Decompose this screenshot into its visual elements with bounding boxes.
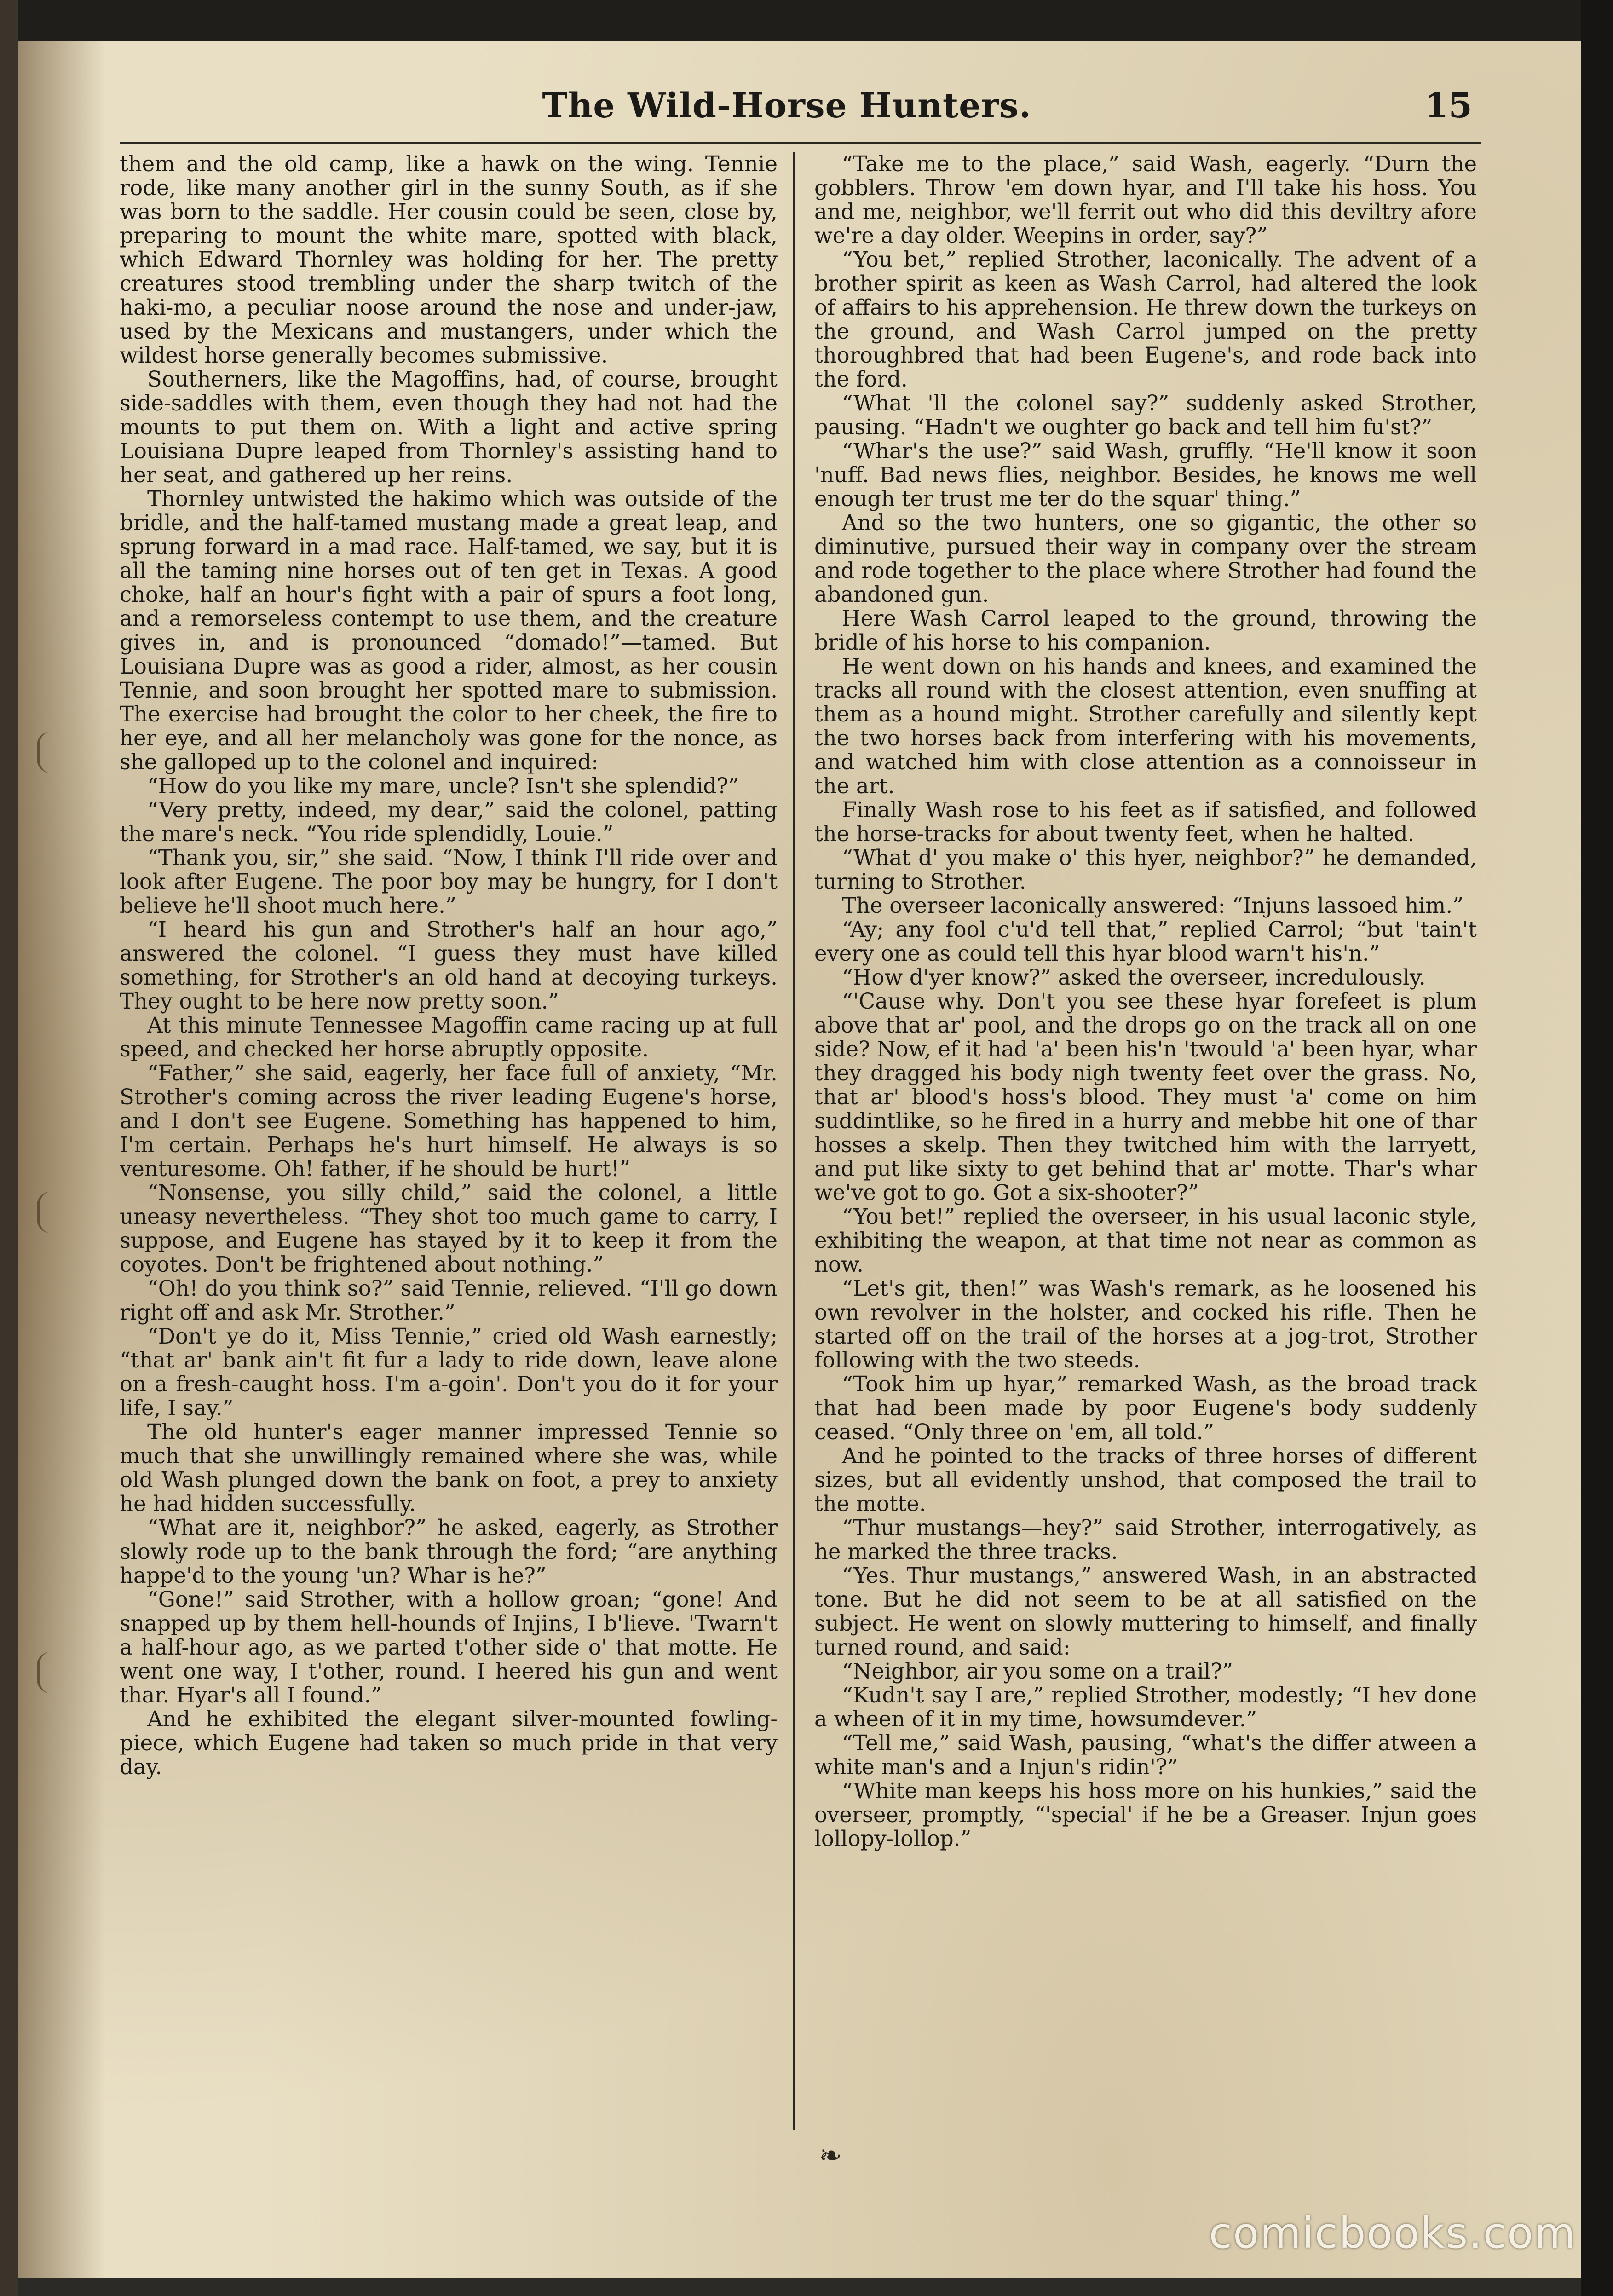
- paragraph: “Thur mustangs—hey?” said Strother, interrogatively, as he marked the three tracks.: [814, 1515, 1477, 1564]
- watermark: comicbooks.com: [1209, 2209, 1576, 2258]
- paragraph: “Kudn't say I are,” replied Strother, modestly; “I hev done a wheen of it in my time, howsumdever.”: [814, 1683, 1477, 1731]
- paragraph: “Took him up hyar,” remarked Wash, as the broad track that had been made by poor Eugene's body suddenly ceased. “Only three on 'em, all told.”: [814, 1372, 1477, 1444]
- paragraph: “You bet,” replied Strother, laconically. The advent of a brother spirit as keen as Wash Carrol, had altered the look of affairs to his apprehension. He threw down the turkeys on the ground, and Wash Carrol jumped on the pretty thoroughbred that had been Eugene's, and rode back into the ford.: [814, 247, 1477, 392]
- binding-stitch-marks: [23, 41, 74, 2278]
- paragraph: Here Wash Carrol leaped to the ground, throwing the bridle of his horse to his companion.: [814, 606, 1477, 655]
- paragraph: “Don't ye do it, Miss Tennie,” cried old Wash earnestly; “that ar' bank ain't fit fur a lady to ride down, leave alone on a fresh-caught hoss. I'm a-goin'. Don't you do it for your life, I say.”: [120, 1324, 778, 1420]
- scan-border-left: [0, 0, 18, 2296]
- paragraph: “I heard his gun and Strother's half an hour ago,” answered the colonel. “I guess they must have killed something, for Strother's an old hand at decoying turkeys. They ought to be here now pretty soon.”: [120, 917, 778, 1014]
- paragraph: “Tell me,” said Wash, pausing, “what's the differ atween a white man's and a Injun's ridin'?”: [814, 1731, 1477, 1779]
- paragraph: And he pointed to the tracks of three horses of different sizes, but all evidently unshod, that composed the trail to the motte.: [814, 1443, 1477, 1516]
- stitch-mark: [37, 1192, 58, 1233]
- paragraph: “Thank you, sir,” she said. “Now, I think I'll ride over and look after Eugene. The poor boy may be hungry, for I don't believe he'll shoot much here.”: [120, 845, 778, 918]
- paragraph: “What 'll the colonel say?” suddenly asked Strother, pausing. “Hadn't we oughter go back and tell him fu'st?”: [814, 391, 1477, 439]
- paragraph: “Oh! do you think so?” said Tennie, relieved. “I'll go down right off and ask Mr. Strother.”: [120, 1276, 778, 1325]
- page-title: The Wild-Horse Hunters.: [542, 86, 1031, 126]
- paragraph: And so the two hunters, one so gigantic, the other so diminutive, pursued their way in company over the stream and rode together to the place where Strother had found the abandoned gun.: [814, 510, 1477, 607]
- paragraph: He went down on his hands and knees, and examined the tracks all round with the closest attention, even snuffing at them as a hound might. Strother carefully and silently kept the two horses back from interfering with his movements, and watched him with close attention as a connoisseur in the art.: [814, 654, 1477, 798]
- paragraph: The overseer laconically answered: “Injuns lassoed him.”: [842, 893, 1463, 918]
- paragraph: “How d'yer know?” asked the overseer, incredulously.: [842, 965, 1426, 990]
- paragraph: “You bet!” replied the overseer, in his usual laconic style, exhibiting the weapon, at that time not near as common as now.: [814, 1204, 1477, 1277]
- column-divider: [793, 152, 795, 2130]
- paragraph: “Take me to the place,” said Wash, eagerly. “Durn the gobblers. Throw 'em down hyar, and I'll take his hoss. You and me, neighbor, we'll ferrit out who did this deviltry afore we're a day older. Weepins in order, say?”: [814, 152, 1477, 248]
- paragraph: “How do you like my mare, uncle? Isn't she splendid?”: [147, 773, 739, 798]
- stitch-mark: [37, 1652, 58, 1693]
- paragraph: Thornley untwisted the hakimo which was outside of the bridle, and the half-tamed mustang made a great leap, and sprung forward in a mad race. Half-tamed, we say, but it is all the taming nine horses out of ten get in Texas. A good choke, half an hour's fight with a pair of spurs a foot long, and a remorseless contempt to use them, and the creature gives in, and is pronounced “domado!”—tamed. But Louisiana Dupre was as good a rider, almost, as her cousin Tennie, and soon brought her spotted mare to submission. The exercise had brought the color to her cheek, the fire to her eye, and all her melancholy was gone for the nonce, as she galloped up to the colonel and inquired:: [120, 486, 778, 774]
- paragraph: “What are it, neighbor?” he asked, eagerly, as Strother slowly rode up to the bank through the ford; “are anything happe'd to the young 'un? Whar is he?”: [120, 1515, 778, 1588]
- paragraph: At this minute Tennessee Magoffin came racing up at full speed, and checked her horse abruptly opposite.: [120, 1013, 778, 1061]
- paragraph: “Yes. Thur mustangs,” answered Wash, in an abstracted tone. But he did not seem to be at all satisfied on the subject. He went on slowly muttering to himself, and finally turned round, and said:: [814, 1563, 1477, 1660]
- header-rule: [120, 142, 1481, 144]
- paragraph: Finally Wash rose to his feet as if satisfied, and followed the horse-tracks for about twenty feet, when he halted.: [814, 797, 1477, 846]
- paragraph: “'Cause why. Don't you see these hyar forefeet is plum above that ar' pool, and the drops go on the track all on one side? Now, ef it had 'a' been his'n 'twould 'a' been hyar, whar they dragged his body nigh twenty feet over the grass. No, that ar' blood's hoss's blood. They must 'a' come on him suddintlike, so he fired in a hurry and mebbe hit one of thar hosses a skelp. Then they twitched him with the larryett, and put like sixty to get behind that ar' motte. Thar's whar we've got to go. Got a six-shooter?”: [814, 989, 1477, 1205]
- paragraph: “Let's git, then!” was Wash's remark, as he loosened his own revolver in the holster, and cocked his rifle. Then he started off on the trail of the horses at a jog-trot, Strother following with the two steeds.: [814, 1276, 1477, 1373]
- paragraph: “Nonsense, you silly child,” said the colonel, a little uneasy nevertheless. “They shot too much game to carry, I suppose, and Eugene has stayed by it to keep it from the coyotes. Don't be frightened about nothing.”: [120, 1180, 778, 1277]
- paragraph: Southerners, like the Magoffins, had, of course, brought side-saddles with them, even though they had not had the mounts to put them on. With a light and active spring Louisiana Dupre leaped from Thornley's assisting hand to her seat, and gathered up her reins.: [120, 367, 778, 487]
- paragraph: The old hunter's eager manner impressed Tennie so much that she unwillingly remained where she was, while old Wash plunged down the bank on foot, a prey to anxiety he had hidden successfully.: [120, 1419, 778, 1516]
- text-column-right: [814, 152, 1477, 2167]
- paragraph: “Father,” she said, eagerly, her face full of anxiety, “Mr. Strother's coming across the river leading Eugene's horse, and I don't see Eugene. Something has happened to him, I'm certain. Perhaps he's hurt himself. He always is so venturesome. Oh! father, if he should be hurt!”: [120, 1061, 778, 1181]
- scan-border-right: [1581, 0, 1613, 2296]
- printer-ornament: ❧: [819, 2140, 842, 2172]
- stitch-mark: [37, 732, 58, 773]
- paragraph: “Neighbor, air you some on a trail?”: [842, 1659, 1233, 1684]
- paragraph: them and the old camp, like a hawk on the wing. Tennie rode, like many another girl in the sunny South, as if she was born to the saddle. Her cousin could be seen, close by, preparing to mount the white mare, spotted with black, which Edward Thornley was holding for her. The pretty creatures stood trembling under the sharp twitch of the haki-mo, a peculiar noose around the nose and under-jaw, used by the Mexicans and mustangers, under which the wildest horse generally becomes submissive.: [120, 152, 778, 368]
- paragraph: “Whar's the use?” said Wash, gruffly. “He'll know it soon 'nuff. Bad news flies, neighbor. Besides, he knows me well enough ter trust me ter do the squar' thing.”: [814, 438, 1477, 511]
- text-column-left: [120, 152, 778, 2167]
- page-number: 15: [1425, 86, 1472, 126]
- paragraph: And he exhibited the elegant silver-mounted fowling-piece, which Eugene had taken so much pride in that very day.: [120, 1707, 778, 1779]
- paragraph: “Very pretty, indeed, my dear,” said the colonel, patting the mare's neck. “You ride splendidly, Louie.”: [120, 797, 778, 846]
- paragraph: “Ay; any fool c'u'd tell that,” replied Carrol; “but 'tain't every one as could tell this hyar blood warn't his'n.”: [814, 917, 1477, 966]
- paragraph: “Gone!” said Strother, with a hollow groan; “gone! And snapped up by them hell-hounds of Injins, I b'lieve. 'Twarn't a half-hour ago, as we parted t'other side o' that motte. He went one way, I t'other, round. I heered his gun and went thar. Hyar's all I found.”: [120, 1587, 778, 1708]
- running-header: [92, 69, 1481, 143]
- paragraph: “White man keeps his hoss more on his hunkies,” said the overseer, promptly, “'special' if he be a Greaser. Injun goes lollopy-lollop.”: [814, 1778, 1477, 1851]
- scan-border-top: [0, 0, 1613, 41]
- paragraph: “What d' you make o' this hyer, neighbor?” he demanded, turning to Strother.: [814, 845, 1477, 894]
